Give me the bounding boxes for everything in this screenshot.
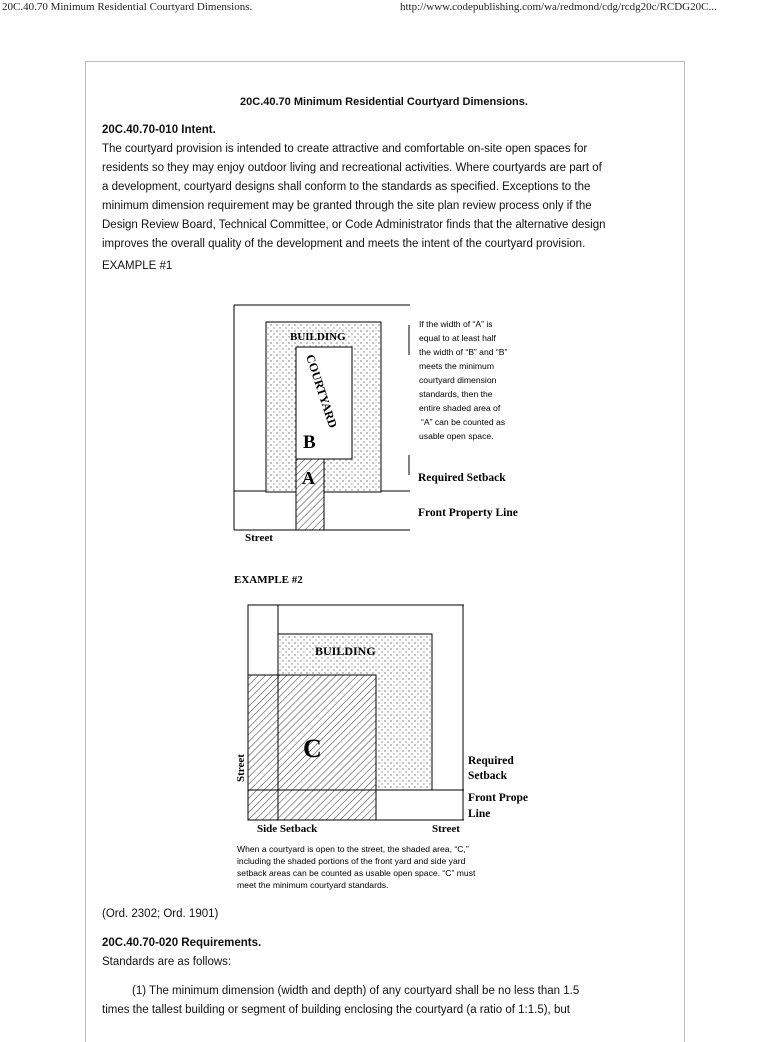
ex1-note-line: equal to at least half	[419, 333, 496, 343]
intent-line: a development, courtyard designs shall conform to the standards as specified. Exceptions to the	[102, 181, 591, 193]
ex2-note-line: setback areas can be counted as usable open space. “C” must	[237, 868, 476, 878]
ex2-side-setback-strip	[248, 605, 278, 675]
ex1-note-line: “A” can be counted as	[421, 417, 506, 427]
ex2-note-line: including the shaded portions of the front yard and side yard	[237, 856, 466, 866]
intent-heading: 20C.40.70-010 Intent.	[102, 124, 216, 136]
ex1-street-label: Street	[245, 532, 273, 544]
requirement-item-1-line: (1) The minimum dimension (width and depth) of any courtyard shall be no less than 1.5	[132, 985, 580, 997]
intent-line: improves the overall quality of the development and meets the intent of the courtyard provision.	[102, 238, 586, 250]
ex2-side-setback-label: Side Setback	[257, 823, 318, 835]
ex1-area-b-label: B	[303, 432, 316, 453]
ex1-note-line: usable open space.	[419, 431, 494, 441]
ex2-building-label: BUILDING	[315, 644, 376, 658]
ex2-note-line: When a courtyard is open to the street, the shaded area, “C,”	[237, 844, 469, 854]
ex1-note-line: courtyard dimension	[419, 375, 497, 385]
example2-heading: EXAMPLE #2	[234, 574, 303, 586]
ex2-area-c-label: C	[303, 734, 322, 763]
requirement-item-1-line: times the tallest building or segment of building enclosing the courtyard (a ratio of 1:1.5), but	[102, 1004, 570, 1016]
ex1-front-property-line-label: Front Property Line	[418, 507, 518, 519]
ex2-street-vertical-label: Street	[235, 754, 247, 782]
ex1-note-line: standards, then the	[419, 389, 493, 399]
print-header-title: 20C.40.70 Minimum Residential Courtyard Dimensions.	[2, 1, 253, 13]
ex1-note-line: entire shaded area of	[419, 403, 501, 413]
ex1-courtyard-label: COURTYARD	[303, 352, 341, 430]
ex2-required-label: Required	[468, 755, 514, 767]
ex1-required-setback-label: Required Setback	[418, 472, 506, 484]
ex1-note-line: meets the minimum	[419, 361, 494, 371]
ex2-setback-label: Setback	[468, 770, 507, 782]
print-header-url: http://www.codepublishing.com/wa/redmond/cdg/rcdg20c/RCDG20C...	[400, 1, 717, 13]
ex2-street-label: Street	[432, 823, 460, 835]
requirements-intro: Standards are as follows:	[102, 956, 232, 968]
ex1-building-label: BUILDING	[290, 331, 346, 343]
intent-line: The courtyard provision is intended to create attractive and comfortable on-site open spaces for	[102, 143, 588, 155]
intent-line: residents so they may enjoy outdoor living and recreational activities. Where courtyards are part of	[102, 162, 602, 174]
ex2-note-line: meet the minimum courtyard standards.	[237, 880, 389, 890]
ex1-note-line: If the width of “A” is	[419, 319, 493, 329]
example1-heading: EXAMPLE #1	[102, 260, 173, 272]
requirements-heading: 20C.40.70-020 Requirements.	[102, 937, 262, 949]
ordinance-reference: (Ord. 2302; Ord. 1901)	[102, 908, 219, 920]
ex1-note-line: the width of “B” and “B”	[419, 347, 508, 357]
ex2-front-label: Front Prope	[468, 792, 528, 804]
ex1-area-a-label: A	[302, 468, 315, 488]
ex2-line-label: Line	[468, 808, 491, 820]
page-title: 20C.40.70 Minimum Residential Courtyard Dimensions.	[240, 96, 528, 108]
intent-line: Design Review Board, Technical Committee, or Code Administrator finds that the alternative design	[102, 219, 606, 231]
intent-line: minimum dimension requirement may be granted through the site plan review process only if the	[102, 200, 592, 212]
